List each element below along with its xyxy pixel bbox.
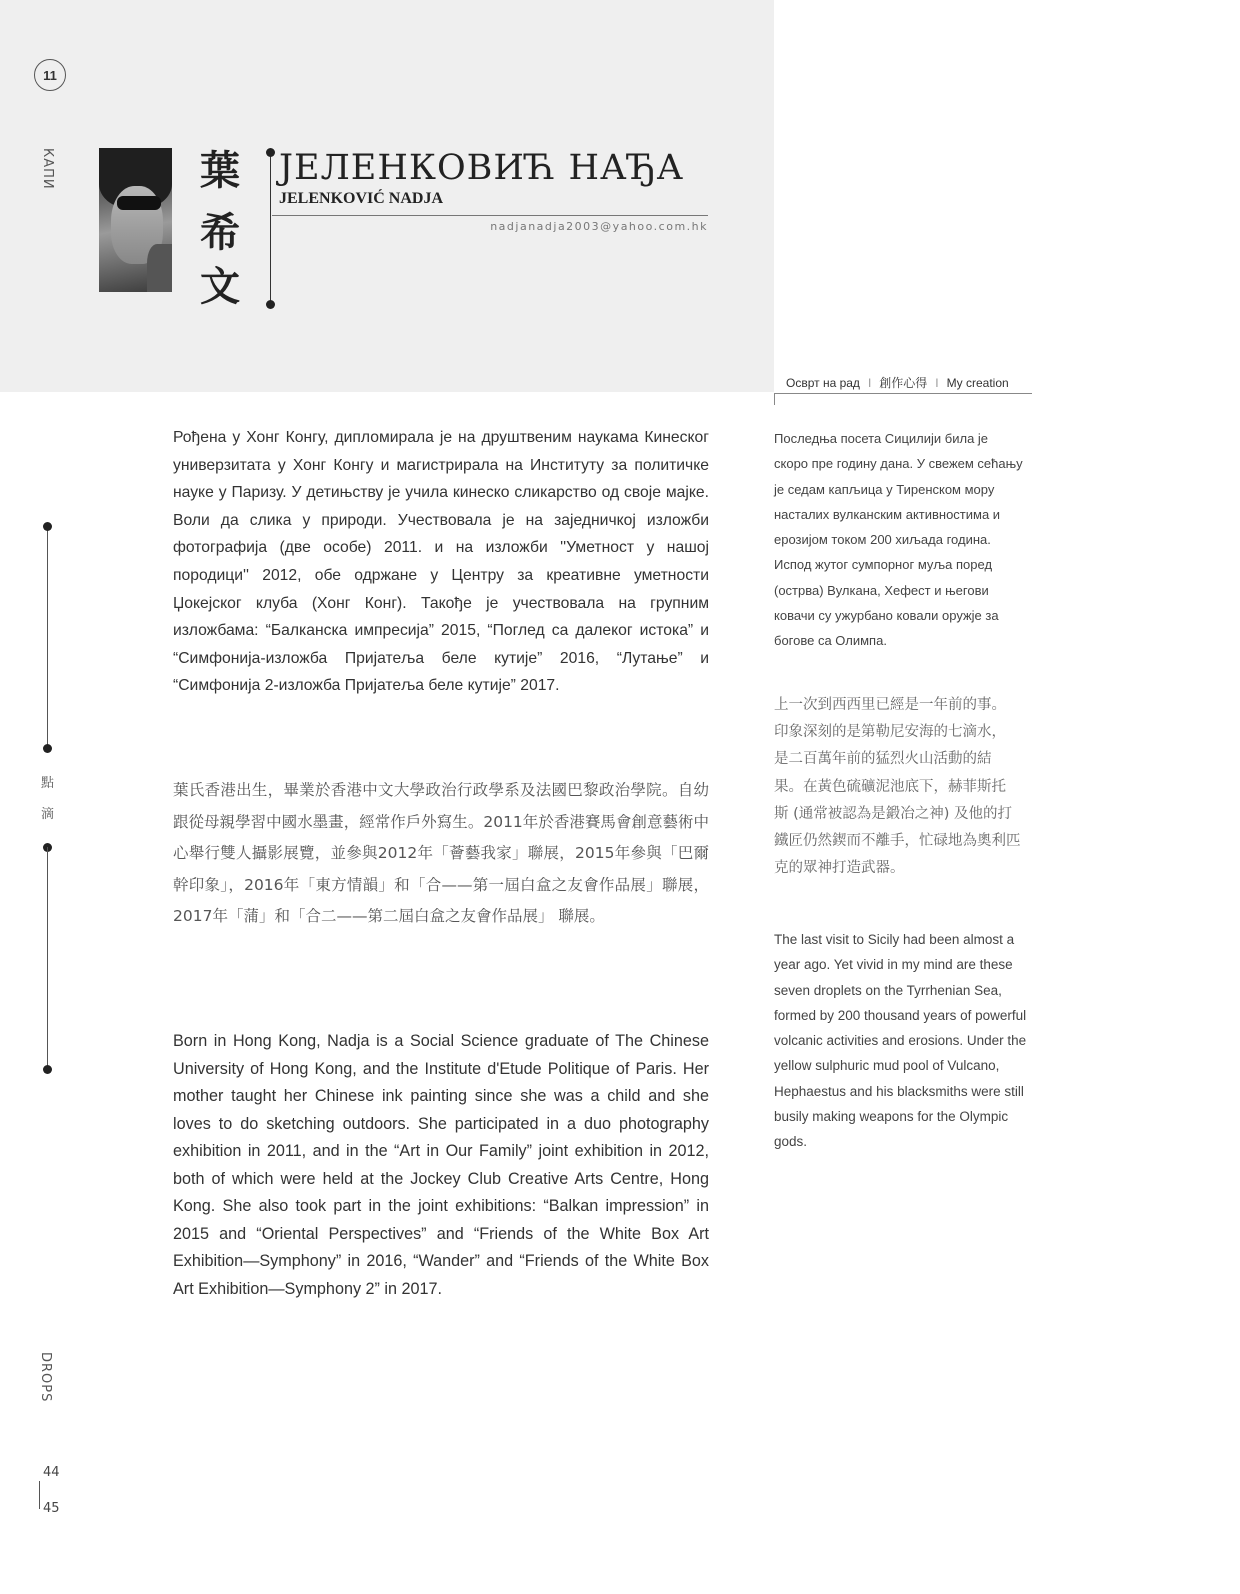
rail-dot [43, 522, 52, 531]
artist-name-chinese [200, 144, 246, 314]
creation-line: 鐵匠仍然鍥而不離手，忙碌地為奧利匹 [774, 833, 1021, 850]
creation-line: (острва) Вулкана, Хефест и његови [774, 582, 989, 598]
bio-english: Born in Hong Kong, Nadja is a Social Science graduate of The Chinese University of Hong Kong, and the Institute d'Etude Politique of Paris. Her mother taught her Chinese ink painting since she was a child and she loves to do sketching outdoors. She participated in a duo photography exhibition in 2011, and in the “Art in Our Family” joint exhibition in 2012, both of which were held at the Jockey Club Creative Arts Centre, Hong Kong. She also took part in the joint exhibitions: “Balkan impression” in 2015 and “Oriental Perspectives” and “Friends of the White Box Art Exhibition—Symphony” in 2016, “Wander” and “Friends of the White Box Art Exhibition—Symphony 2” in 2017. [173, 1032, 709, 1298]
artist-name-cyrillic: ЈЕЛЕНКОВИЋ НАЂА [279, 148, 685, 188]
sunglasses [117, 196, 161, 210]
creation-line: 斯 (通常被認為是鍛冶之神) 及他的打 [774, 805, 1013, 822]
creation-line: gods. [774, 1134, 808, 1150]
creation-line: скоро пре годину дана. У свежем сећању [774, 456, 1023, 472]
creation-serbian [774, 426, 1036, 654]
page-number-divider [39, 1481, 40, 1509]
creation-line: 克的眾神打造武器。 [774, 860, 905, 877]
name-char: 文 [200, 263, 240, 310]
bio-chinese: 葉氏香港出生，畢業於香港中文大學政治行政學系及法國巴黎政治學院。自幼跟從母親學習中國水墨畫，經常作戶外寫生。2011年於香港賽馬會創意藝術中心舉行雙人攝影展覽，並參與2012年「薈藝我家」聯展，2015年參與「巴爾幹印象」，2016年「東方情韻」和「合——第一屆白盒之友會作品展」聯展，2017年「蒲」和「合二——第二屆白盒之友會作品展」 聯展。 [173, 781, 709, 925]
tab-separator: I [867, 376, 872, 390]
rail-dot [43, 1065, 52, 1074]
name-char: 葉 [200, 147, 240, 194]
creation-line: богове са Олимпа. [774, 633, 887, 649]
artist-name-latin: JELENKOVIĆ NADJA [279, 190, 444, 207]
tabs-tick [774, 393, 775, 405]
page-number-left: 44 [43, 1465, 60, 1480]
creation-tabs [786, 374, 1009, 391]
name-rail-dot-top [266, 148, 275, 157]
rail-char-di: 滴 [41, 807, 55, 822]
creation-line: Hephaestus and his blacksmiths were still [774, 1083, 1024, 1099]
creation-line: 果。在黃色硫礦泥池底下，赫菲斯托 [774, 778, 1006, 795]
tab-separator: I [935, 376, 939, 390]
creation-line: насталих вулканским активностима и [774, 506, 1001, 522]
tab-chinese: 創作心得 [879, 376, 928, 390]
rail-dot [43, 744, 52, 753]
artist-email: nadjanadja2003@yahoo.com.hk [490, 220, 708, 233]
name-rail-line [270, 152, 271, 306]
creation-line: је седам капљица у Тиренском мору [774, 481, 995, 497]
creation-line: seven droplets on the Tyrrhenian Sea, [774, 982, 1002, 998]
creation-line: Последња посета Сицилији била је [774, 431, 989, 446]
name-rail-dot-bottom [266, 300, 275, 309]
bio-serbian: Рођена у Хонг Конгу, дипломирала је на друштвеним наукама Кинеског универзитата у Хонг Конгу и магистрирала на Институту за политичке науке у Паризу. У детињству је учила кинеско сликарство од своје мајке. Воли да слика у природи. Учествовала је на заједничкој изложби фотографија (две особе) 2011. и на изложби ''Уметност у нашој породици'' 2012, обе одржане у Центру за креативне уметности Џокејског клуба (Хонг Конг). Такође је учествовала на групним изложбама: “Балканска импресија” 2015, “Поглед са далеког истока” и “Симфонија-изложба Пријатеља беле кутије” 2016, “Лутање” и “Симфонија 2-изложба Пријатеља беле кутије” 2017. [173, 429, 709, 695]
name-divider [272, 215, 708, 216]
creation-line: 印象深刻的是第勒尼安海的七滴水， [774, 724, 1006, 741]
creation-line: 上一次到西西里已經是一年前的事。 [774, 697, 1006, 713]
creation-line: 是二百萬年前的猛烈火山活動的結 [774, 751, 992, 768]
creation-line: The last visit to Sicily had been almost a [774, 932, 1015, 947]
creation-line: Испод жутог сумпорног муља поред [774, 557, 993, 573]
creation-line: yellow sulphuric mud pool of Vulcano, [774, 1058, 1000, 1074]
creation-line: year ago. Yet vivid in my mind are these [774, 957, 1013, 973]
creation-line: busily making weapons for the Olympic [774, 1109, 1009, 1125]
creation-line: formed by 200 thousand years of powerful [774, 1007, 1027, 1023]
creation-chinese [774, 692, 1036, 882]
name-char: 希 [200, 209, 240, 256]
page-number-badge: 11 [34, 59, 66, 91]
creation-line: ерозијом током 200 хиљада година. [774, 532, 991, 548]
section-label: КАПИ [40, 148, 55, 190]
rail-char-dian: 點 [41, 776, 55, 791]
creation-line: ковачи су ужурбано ковали оружје за [774, 608, 999, 624]
left-rail-line-top [47, 526, 48, 750]
page-number-right: 45 [43, 1501, 60, 1516]
creation-line: volcanic activities and erosions. Under the [774, 1033, 1027, 1049]
left-rail-line-bottom [47, 847, 48, 1069]
tabs-underline [774, 393, 1032, 394]
tab-serbian: Осврт на рад [786, 376, 860, 390]
creation-english [774, 927, 1036, 1155]
tab-english: My creation [946, 376, 1009, 390]
artist-portrait [99, 148, 172, 292]
footer-label: DROPS [38, 1352, 53, 1403]
